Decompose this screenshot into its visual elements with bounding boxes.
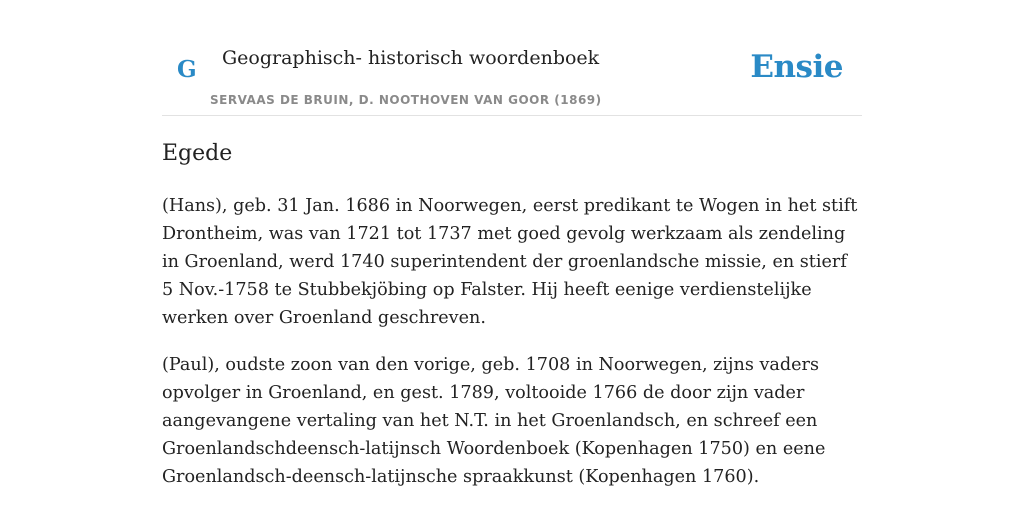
book-authors: SERVAAS DE BRUIN, D. NOOTHOVEN VAN GOOR (1869) (210, 93, 602, 107)
entry-title: Egede (162, 141, 233, 166)
book-letter-icon[interactable]: G (177, 56, 197, 83)
entry-paragraph: (Paul), oudste zoon van den vorige, geb. 1708 in Noorwegen, zijns vaders opvolger in Groenland, en gest. 1789, voltooide 1766 de door zijn vader aangevangene vertaling van het N.T. in het Groenlandsch, en schreef een Groenlandschdeensch-latijnsch Woordenboek (Kopenhagen 1750) en eene Groenlandsch-deensch-latijnsche spraakkunst (Kopenhagen 1760). (162, 355, 826, 487)
entry-body (162, 192, 862, 510)
book-header (162, 40, 862, 116)
ensie-logo[interactable]: Ensie (750, 49, 843, 85)
entry-paragraph: (Hans), geb. 31 Jan. 1686 in Noorwegen, eerst predikant te Wogen in het stift Drontheim, was van 1721 tot 1737 met goed gevolg werkzaam als zendeling in Groenland, werd 1740 superintendent der groenlandsche missie, en stierf 5 Nov.-1758 te Stubbekjöbing op Falster. Hij heeft eenige verdienstelijke werken over Groenland geschreven. (162, 196, 858, 328)
book-title-link[interactable]: Geographisch- historisch woordenboek (222, 47, 600, 69)
